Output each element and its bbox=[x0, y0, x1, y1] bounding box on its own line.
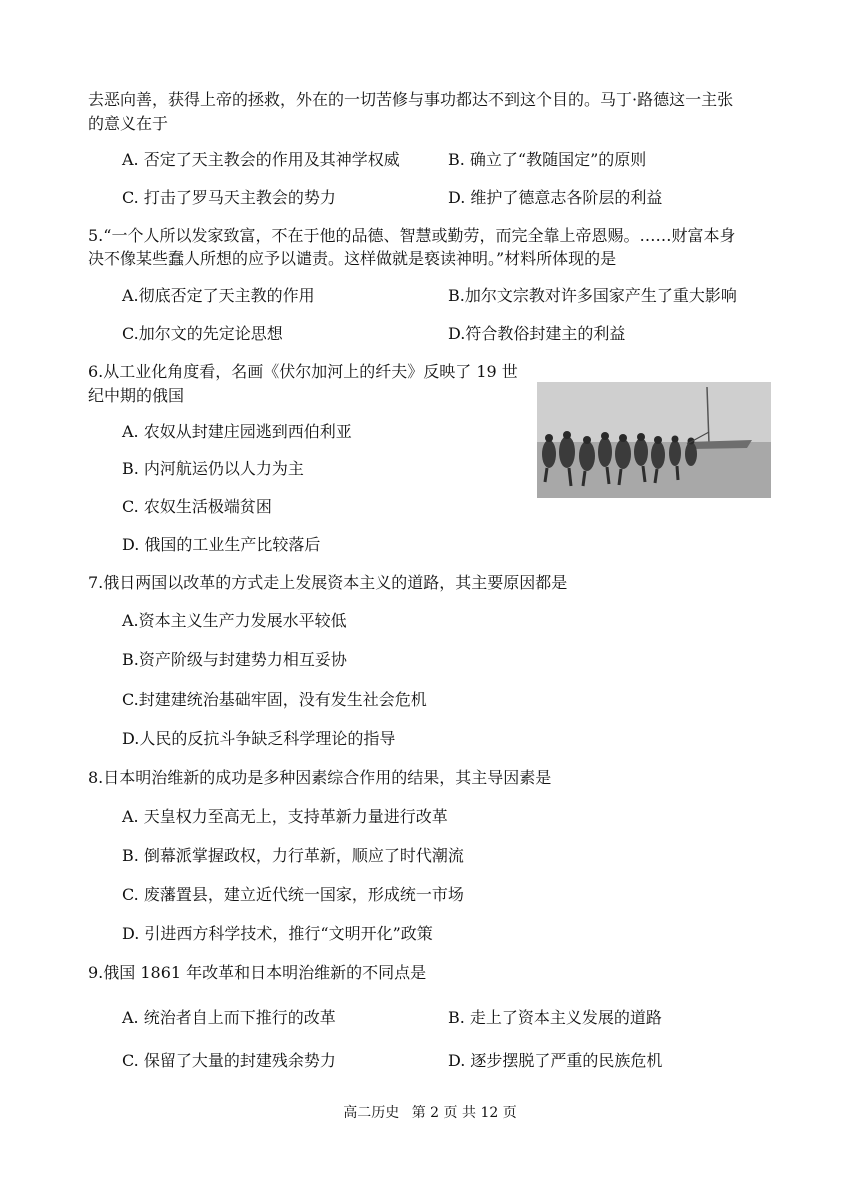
question-8-option-d: D. 引进西方科学技术，推行“文明开化”政策 bbox=[122, 924, 433, 943]
question-6-option-c: C. 农奴生活极端贫困 bbox=[122, 497, 272, 516]
question-8-option-c: C. 废藩置县，建立近代统一国家，形成统一市场 bbox=[122, 885, 464, 904]
question-9-option-c: C. 保留了大量的封建残余势力 bbox=[122, 1051, 336, 1070]
question-7-option-d: D.人民的反抗斗争缺乏科学理论的指导 bbox=[122, 729, 396, 748]
question-6-stem-line-1: 6.从工业化角度看，名画《伏尔加河上的纤夫》反映了 19 世 bbox=[88, 362, 518, 381]
question-6-option-b: B. 内河航运仍以人力为主 bbox=[122, 459, 304, 478]
question-5-stem-line-1: 5.“一个人所以发家致富，不在于他的品德、智慧或勤劳，而完全靠上帝恩赐。……财富本身 bbox=[88, 226, 736, 245]
question-6-option-d: D. 俄国的工业生产比较落后 bbox=[122, 535, 321, 554]
question-6-stem-line-2: 纪中期的俄国 bbox=[88, 386, 185, 405]
question-5-option-a: A.彻底否定了天主教的作用 bbox=[122, 286, 315, 305]
question-4-option-a: A. 否定了天主教会的作用及其神学权威 bbox=[122, 150, 400, 169]
question-7-stem: 7.俄日两国以改革的方式走上发展资本主义的道路，其主要原因都是 bbox=[88, 573, 568, 592]
question-4-stem-line-1: 去恶向善，获得上帝的拯救，外在的一切苦修与事功都达不到这个目的。马丁·路德这一主张 bbox=[88, 90, 734, 109]
barge-haulers-painting-image bbox=[537, 382, 771, 498]
question-5-option-d: D.符合教俗封建主的利益 bbox=[448, 324, 626, 343]
question-6-option-a: A. 农奴从封建庄园逃到西伯利亚 bbox=[122, 422, 352, 441]
question-9-option-a: A. 统治者自上而下推行的改革 bbox=[122, 1008, 336, 1027]
question-8-stem: 8.日本明治维新的成功是多种因素综合作用的结果，其主导因素是 bbox=[88, 768, 552, 787]
question-9-option-d: D. 逐步摆脱了严重的民族危机 bbox=[448, 1051, 663, 1070]
question-4-option-b: B. 确立了“教随国定”的原则 bbox=[448, 150, 647, 169]
question-8-option-a: A. 天皇权力至高无上，支持革新力量进行改革 bbox=[122, 807, 448, 826]
question-4-option-d: D. 维护了德意志各阶层的利益 bbox=[448, 188, 663, 207]
question-9-stem: 9.俄国 1861 年改革和日本明治维新的不同点是 bbox=[88, 963, 427, 982]
question-5-stem-line-2: 决不像某些蠢人所想的应予以谴责。这样做就是亵读神明。”材料所体现的是 bbox=[88, 249, 617, 268]
question-5-option-c: C.加尔文的先定论思想 bbox=[122, 324, 283, 343]
question-9-option-b: B. 走上了资本主义发展的道路 bbox=[448, 1008, 662, 1027]
page-footer bbox=[0, 1102, 860, 1122]
footer-subject: 高二历史 bbox=[343, 1105, 400, 1121]
question-7-option-b: B.资产阶级与封建势力相互妥协 bbox=[122, 650, 347, 669]
painting-illustration bbox=[537, 382, 771, 498]
question-4-option-c: C. 打击了罗马天主教会的势力 bbox=[122, 188, 336, 207]
question-5-option-b: B.加尔文宗教对许多国家产生了重大影响 bbox=[448, 286, 737, 305]
question-8-option-b: B. 倒幕派掌握政权，力行革新，顺应了时代潮流 bbox=[122, 846, 464, 865]
question-7-option-a: A.资本主义生产力发展水平较低 bbox=[122, 611, 347, 630]
question-7-option-c: C.封建建统治基础牢固，没有发生社会危机 bbox=[122, 690, 427, 709]
footer-page-number: 第 2 页 共 12 页 bbox=[411, 1105, 517, 1121]
question-4-stem-line-2: 的意义在于 bbox=[88, 114, 169, 133]
